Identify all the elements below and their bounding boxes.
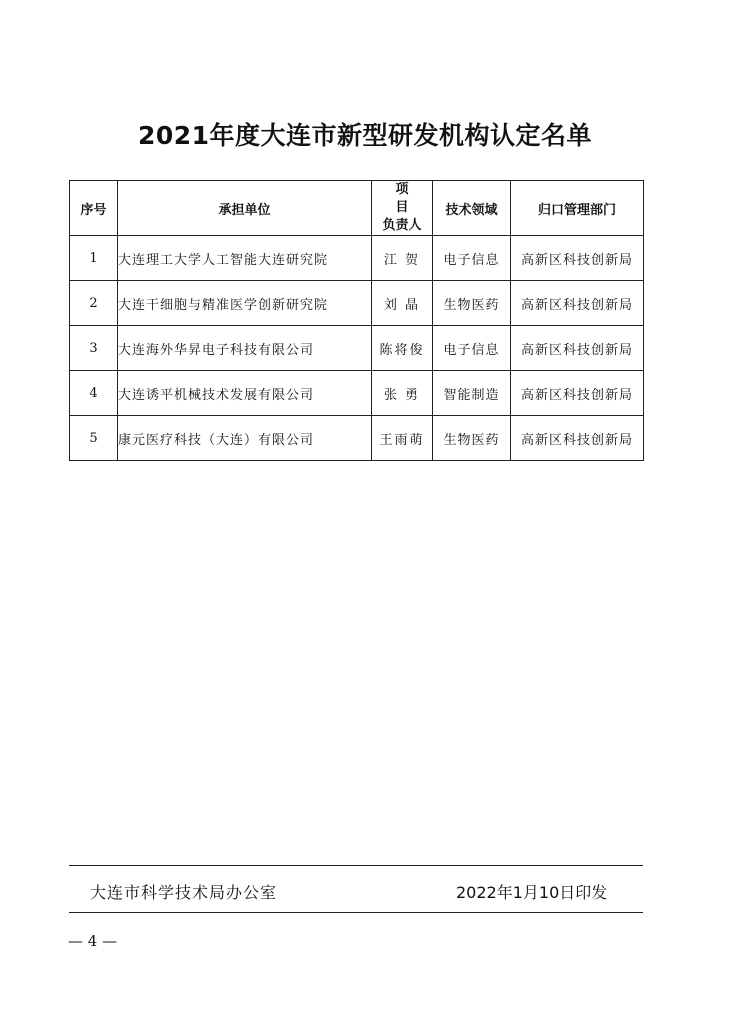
cell-field: 智能制造 xyxy=(433,371,511,416)
cell-unit: 康元医疗科技（大连）有限公司 xyxy=(118,416,372,461)
header-dept: 归口管理部门 xyxy=(511,181,644,236)
document-title: 2021年度大连市新型研发机构认定名单 xyxy=(137,121,593,150)
cell-unit: 大连干细胞与精准医学创新研究院 xyxy=(118,281,372,326)
header-unit: 承担单位 xyxy=(118,181,372,236)
cell-field: 电子信息 xyxy=(433,236,511,281)
cell-dept: 高新区科技创新局 xyxy=(511,371,644,416)
cell-dept: 高新区科技创新局 xyxy=(511,281,644,326)
issuer-label: 大连市科学技术局办公室 xyxy=(90,883,278,902)
footer-top-rule xyxy=(69,865,643,866)
page-number: — 4 — xyxy=(68,932,118,950)
header-leader-line2: 负责人 xyxy=(382,218,422,233)
cell-person: 王雨萌 xyxy=(372,416,433,461)
cell-unit: 大连理工大学人工智能大连研究院 xyxy=(118,236,372,281)
cell-seq: 1 xyxy=(70,236,118,281)
cell-field: 电子信息 xyxy=(433,326,511,371)
cell-unit: 大连诱平机械技术发展有限公司 xyxy=(118,371,372,416)
header-field: 技术领域 xyxy=(433,181,511,236)
cell-dept: 高新区科技创新局 xyxy=(511,236,644,281)
cell-field: 生物医药 xyxy=(433,281,511,326)
header-leader xyxy=(372,181,433,236)
table-row xyxy=(70,236,644,281)
cell-person: 江 贺 xyxy=(372,236,433,281)
cell-seq: 3 xyxy=(70,326,118,371)
issue-date: 2022年1月10日印发 xyxy=(456,883,608,902)
header-seq: 序号 xyxy=(70,181,118,236)
table-header-row xyxy=(70,181,644,236)
cell-seq: 2 xyxy=(70,281,118,326)
cell-dept: 高新区科技创新局 xyxy=(511,416,644,461)
footer-bottom-rule xyxy=(69,912,643,913)
table-row xyxy=(70,326,644,371)
cell-unit: 大连海外华昇电子科技有限公司 xyxy=(118,326,372,371)
cell-dept: 高新区科技创新局 xyxy=(511,326,644,371)
header-leader-line1: 项目 xyxy=(395,182,427,215)
table-row xyxy=(70,416,644,461)
cell-person: 张 勇 xyxy=(372,371,433,416)
table-row xyxy=(70,281,644,326)
cell-person: 刘 晶 xyxy=(372,281,433,326)
cell-person: 陈将俊 xyxy=(372,326,433,371)
institution-table xyxy=(69,180,644,461)
table-row xyxy=(70,371,644,416)
cell-seq: 5 xyxy=(70,416,118,461)
cell-seq: 4 xyxy=(70,371,118,416)
cell-field: 生物医药 xyxy=(433,416,511,461)
